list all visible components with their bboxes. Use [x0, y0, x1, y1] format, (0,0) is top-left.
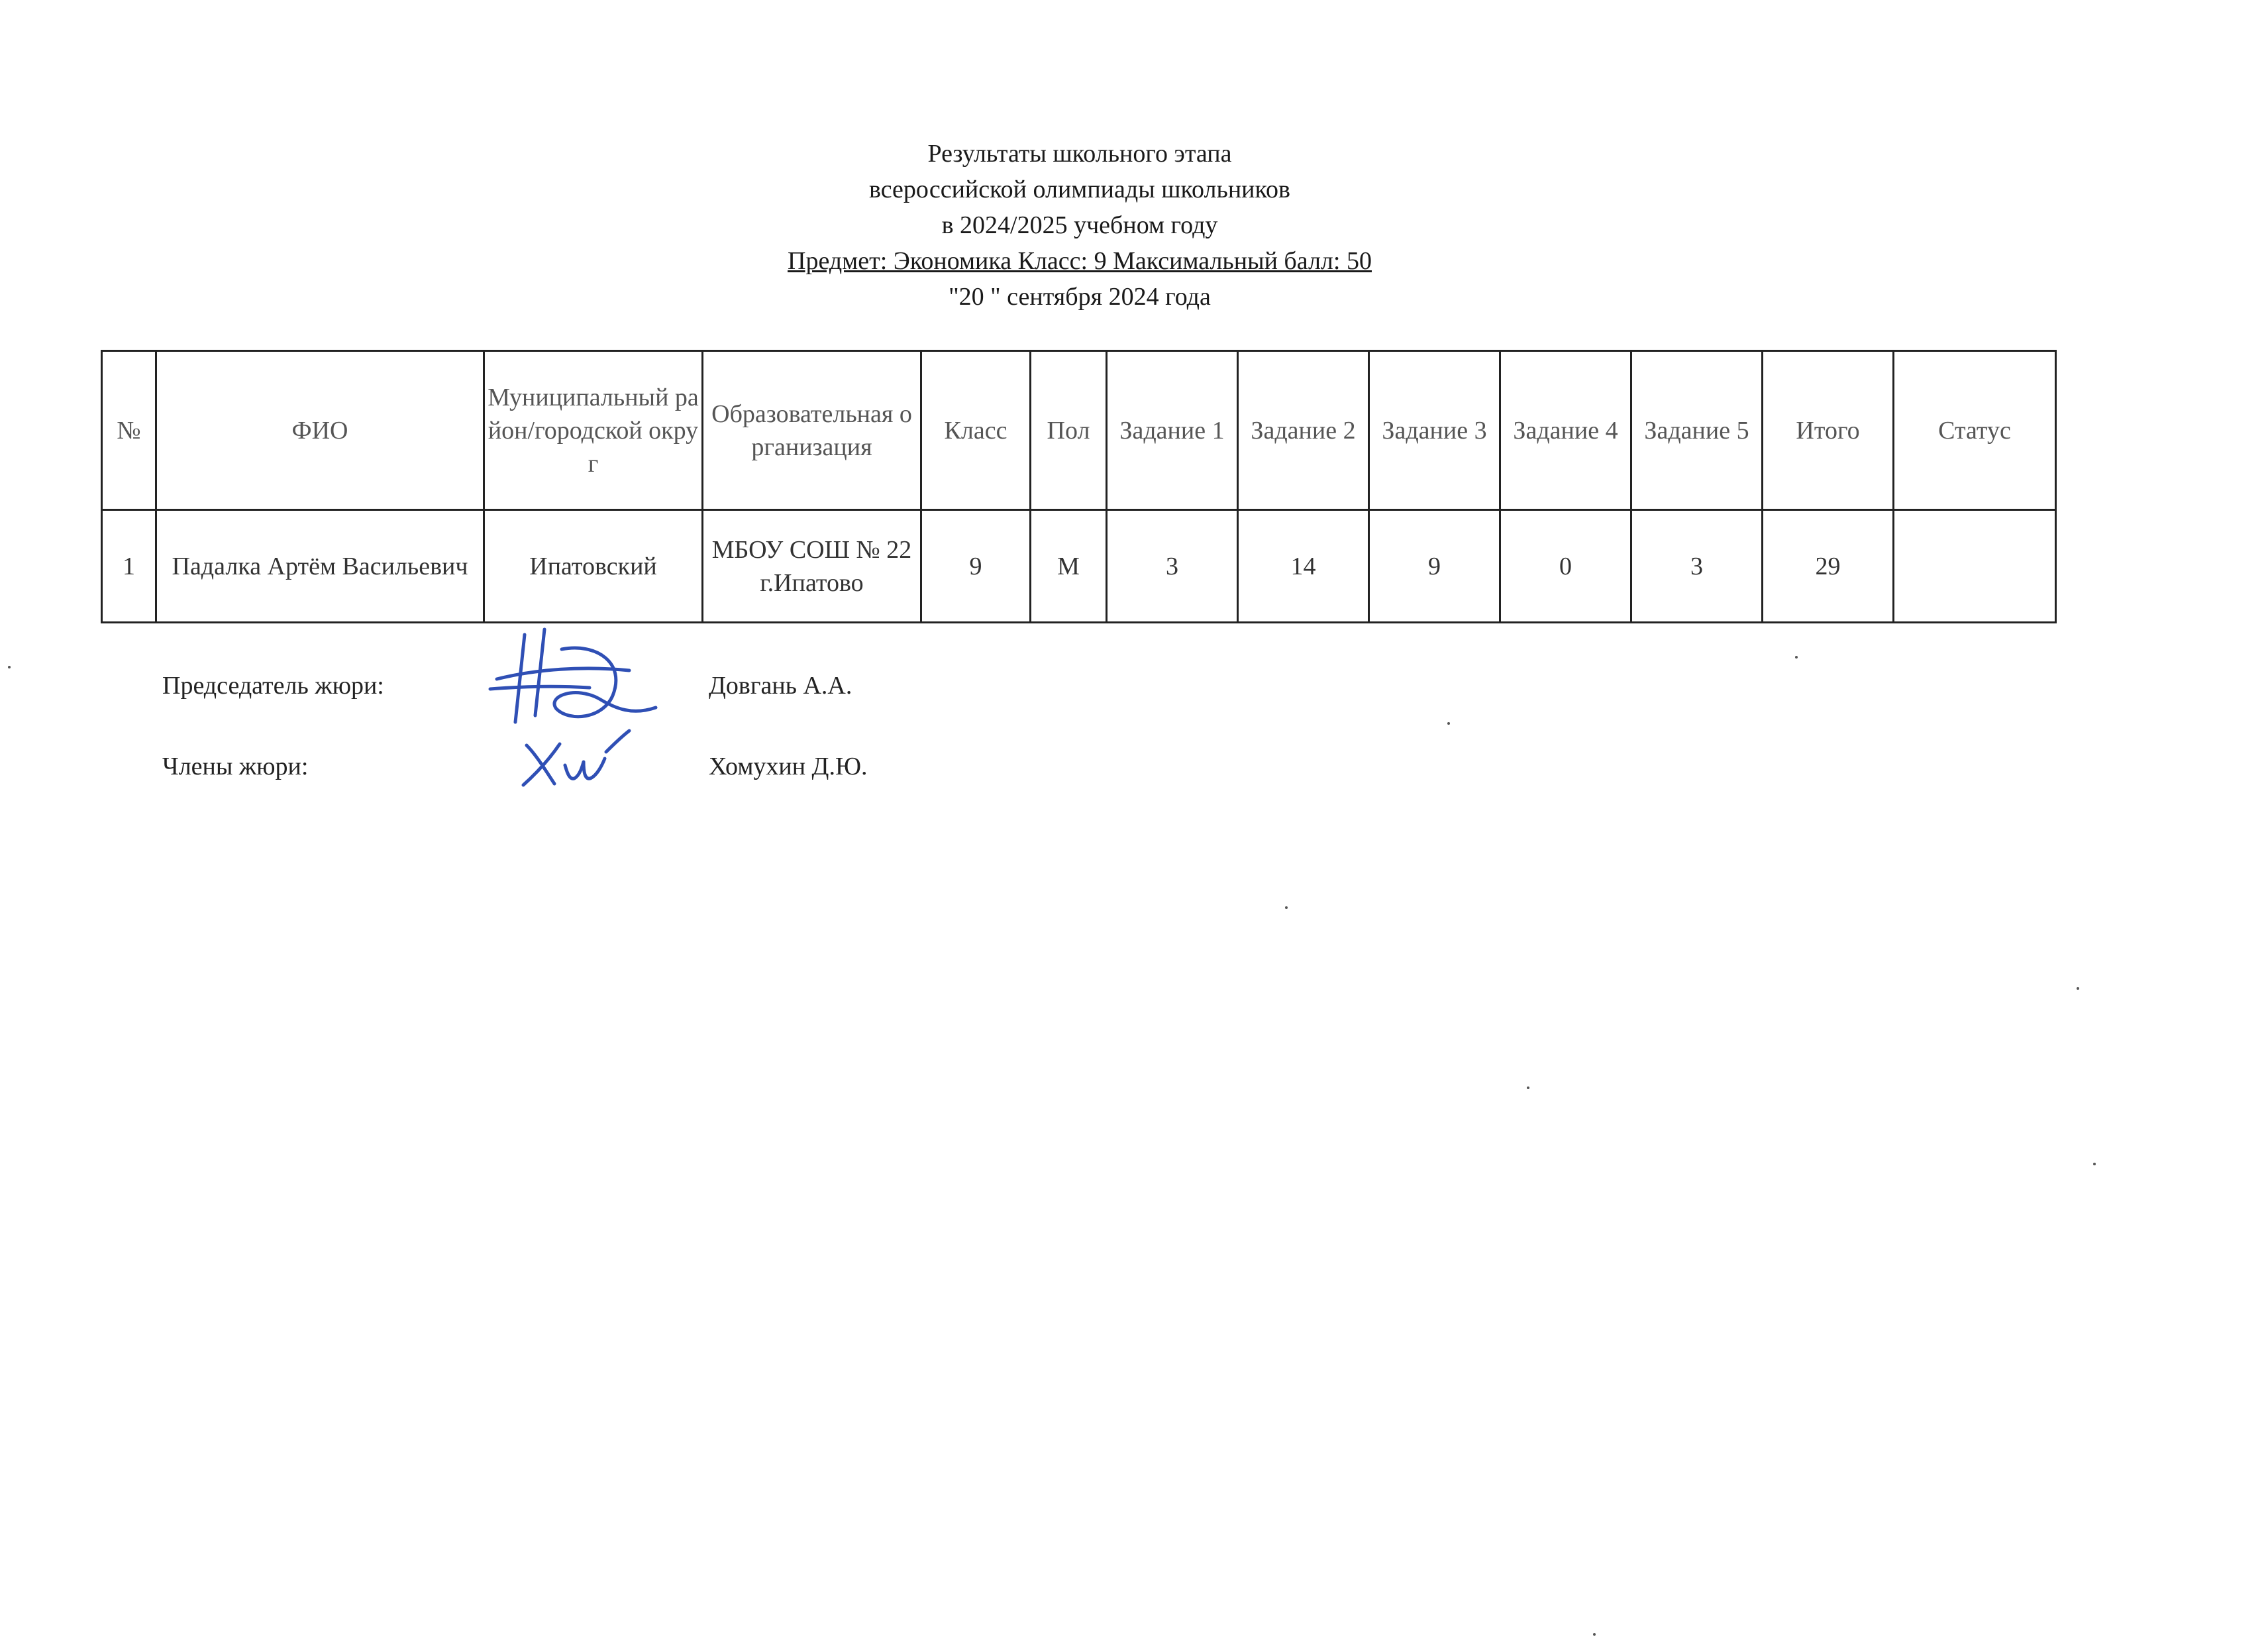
cell-num: 1 — [102, 510, 156, 623]
scan-speck — [1527, 1086, 1529, 1089]
date-line: "20 " сентября 2024 года — [949, 283, 1211, 311]
table-row — [102, 510, 2056, 623]
col-header-total: Итого — [1763, 351, 1894, 510]
scan-speck — [1795, 656, 1798, 659]
col-header-org: Образовательная организация — [703, 351, 921, 510]
title-line-3: в 2024/2025 учебном году — [941, 211, 1218, 239]
cell-task-4: 0 — [1500, 510, 1631, 623]
cell-task-1: 3 — [1107, 510, 1238, 623]
col-header-task-2: Задание 2 — [1238, 351, 1369, 510]
cell-org: МБОУ СОШ № 22 г.Ипатово — [703, 510, 921, 623]
col-header-task-4: Задание 4 — [1500, 351, 1631, 510]
col-header-district: Муниципальный район/городской округ — [484, 351, 703, 510]
scan-speck — [2093, 1163, 2096, 1165]
title-line-1: Результаты школьного этапа — [927, 140, 1232, 168]
members-name: Хомухин Д.Ю. — [709, 753, 868, 780]
members-label: Члены жюри: — [162, 753, 309, 780]
cell-task-3: 9 — [1369, 510, 1500, 623]
cell-district: Ипатовский — [484, 510, 703, 623]
chair-label: Председатель жюри: — [162, 672, 384, 700]
scan-speck — [1285, 906, 1288, 909]
chair-signature-icon — [484, 623, 669, 735]
member-signature-icon — [513, 725, 633, 792]
scan-speck — [2077, 987, 2079, 990]
cell-task-2: 14 — [1238, 510, 1369, 623]
col-header-sex: Пол — [1031, 351, 1107, 510]
col-header-status: Статус — [1894, 351, 2056, 510]
cell-sex: М — [1031, 510, 1107, 623]
col-header-task-1: Задание 1 — [1107, 351, 1238, 510]
col-header-num: № — [102, 351, 156, 510]
results-table — [101, 350, 2057, 623]
cell-fio: Падалка Артём Васильевич — [156, 510, 484, 623]
document-header — [0, 136, 2159, 315]
scan-speck — [1593, 1633, 1596, 1636]
col-header-grade: Класс — [921, 351, 1031, 510]
col-header-fio: ФИО — [156, 351, 484, 510]
col-header-task-5: Задание 5 — [1631, 351, 1763, 510]
cell-task-5: 3 — [1631, 510, 1763, 623]
chair-name: Довгань А.А. — [709, 672, 852, 700]
table-header-row — [102, 351, 2056, 510]
cell-total: 29 — [1763, 510, 1894, 623]
cell-grade: 9 — [921, 510, 1031, 623]
scan-speck — [8, 666, 11, 668]
col-header-task-3: Задание 3 — [1369, 351, 1500, 510]
subject-line: Предмет: Экономика Класс: 9 Максимальный балл: 50 — [788, 247, 1372, 275]
cell-status — [1894, 510, 2056, 623]
title-line-2: всероссийской олимпиады школьников — [869, 176, 1290, 203]
scan-speck — [1447, 722, 1450, 725]
